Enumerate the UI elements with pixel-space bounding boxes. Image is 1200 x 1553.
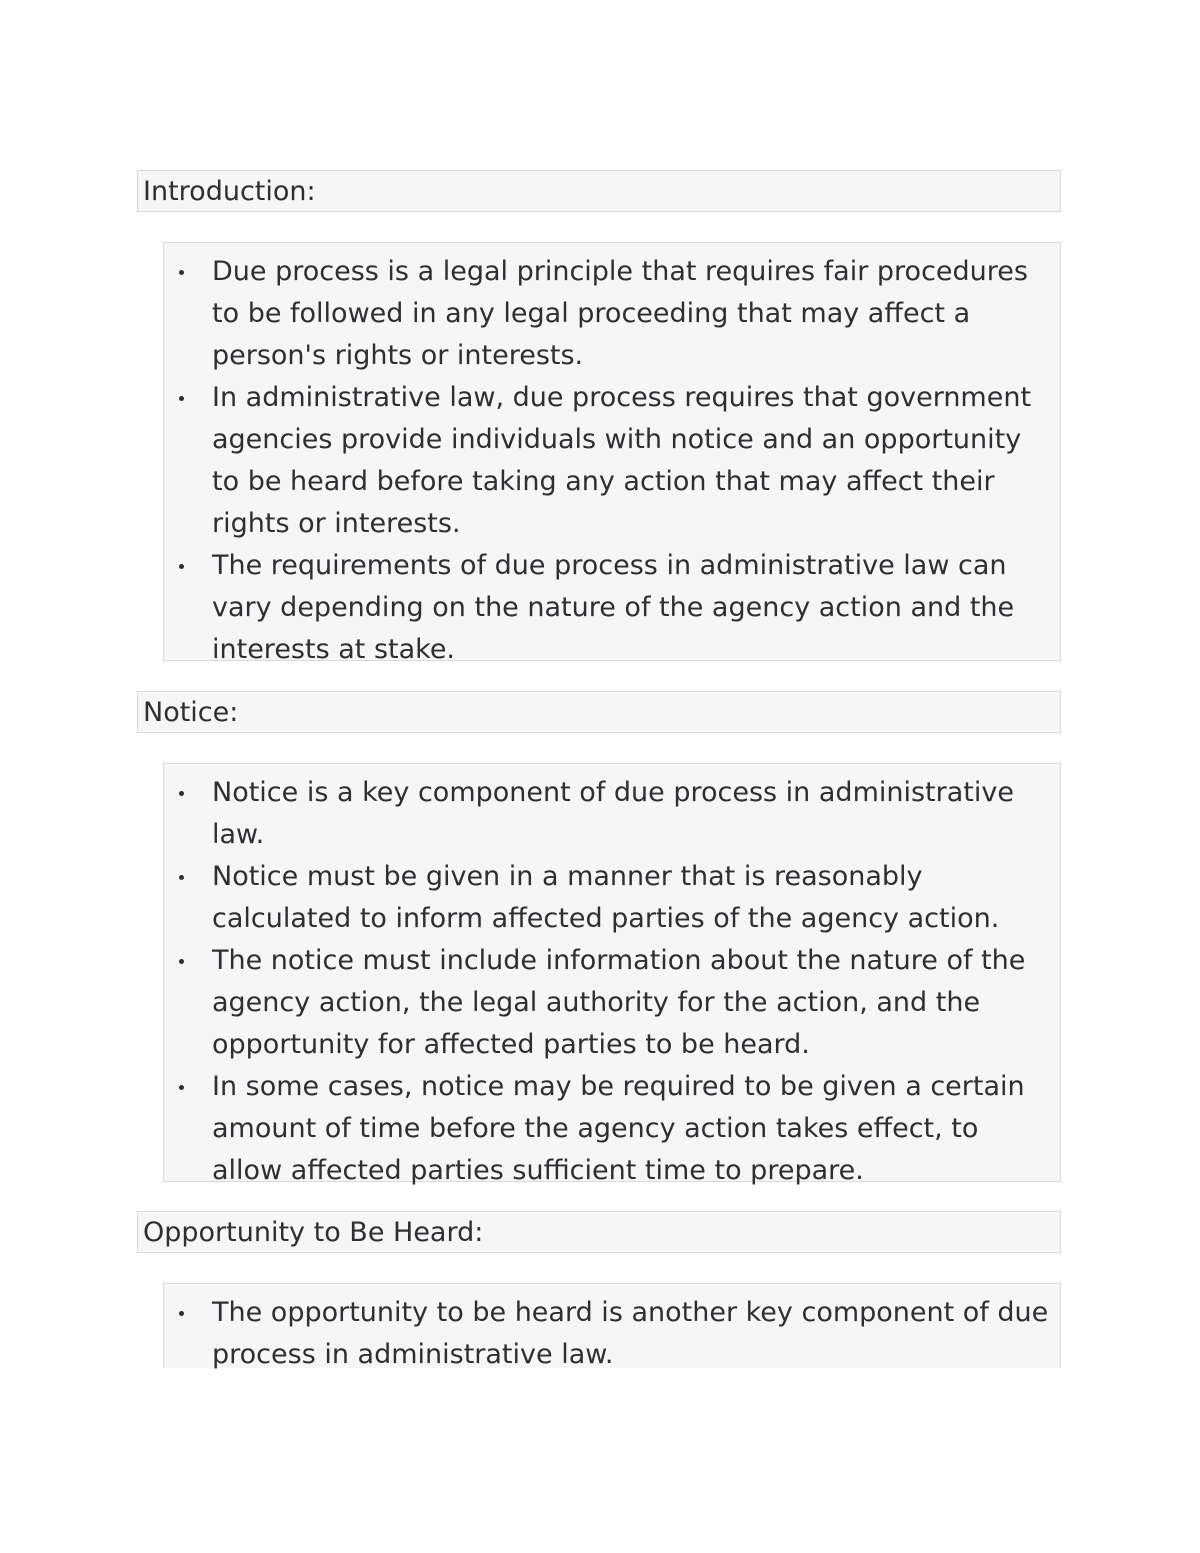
bullet-icon	[179, 564, 184, 569]
list-item-text: The notice must include information about the nature of the agency action, the legal authority for the action, and the opportunity for affected parties to be heard.	[212, 945, 1026, 1060]
bullet-icon	[179, 1085, 184, 1090]
list-item	[164, 1292, 1050, 1376]
list-item	[164, 940, 1050, 1066]
list-item-text: The requirements of due process in administrative law can vary depending on the nature of the agency action and the interests at stake.	[212, 550, 1015, 665]
bullet-list-notice	[163, 763, 1061, 1186]
bullet-icon	[179, 1311, 184, 1316]
bullet-icon	[179, 396, 184, 401]
bullet-list-opportunity-to-be-heard	[163, 1283, 1061, 1368]
list-item-text: In some cases, notice may be required to be given a certain amount of time before the agency action takes effect, to allow affected parties sufficient time to prepare.	[212, 1071, 1025, 1186]
bullet-icon	[179, 270, 184, 275]
list-item	[164, 545, 1050, 671]
list-item	[164, 1066, 1050, 1192]
bullet-icon	[179, 959, 184, 964]
list-item-text: In administrative law, due process requires that government agencies provide individuals with notice and an opportunity to be heard before taking any action that may affect their rights or interests.	[212, 382, 1032, 539]
list-item-text: Notice is a key component of due process in administrative law.	[212, 777, 1014, 850]
list-item-text: Notice must be given in a manner that is reasonably calculated to inform affected parties of the agency action.	[212, 861, 1000, 934]
list-item	[164, 251, 1050, 377]
section-heading-introduction: Introduction:	[137, 170, 1061, 212]
list-item	[164, 856, 1050, 940]
section-heading-opportunity-to-be-heard: Opportunity to Be Heard:	[137, 1211, 1061, 1253]
bullet-icon	[179, 875, 184, 880]
bullet-list-introduction	[163, 242, 1061, 665]
section-heading-notice: Notice:	[137, 691, 1061, 733]
bullet-icon	[179, 791, 184, 796]
list-item-text: The opportunity to be heard is another key component of due process in administrative law.	[212, 1297, 1049, 1370]
list-item-text: Due process is a legal principle that requires fair procedures to be followed in any legal proceeding that may affect a person's rights or interests.	[212, 256, 1028, 371]
list-item	[164, 772, 1050, 856]
list-item	[164, 377, 1050, 545]
